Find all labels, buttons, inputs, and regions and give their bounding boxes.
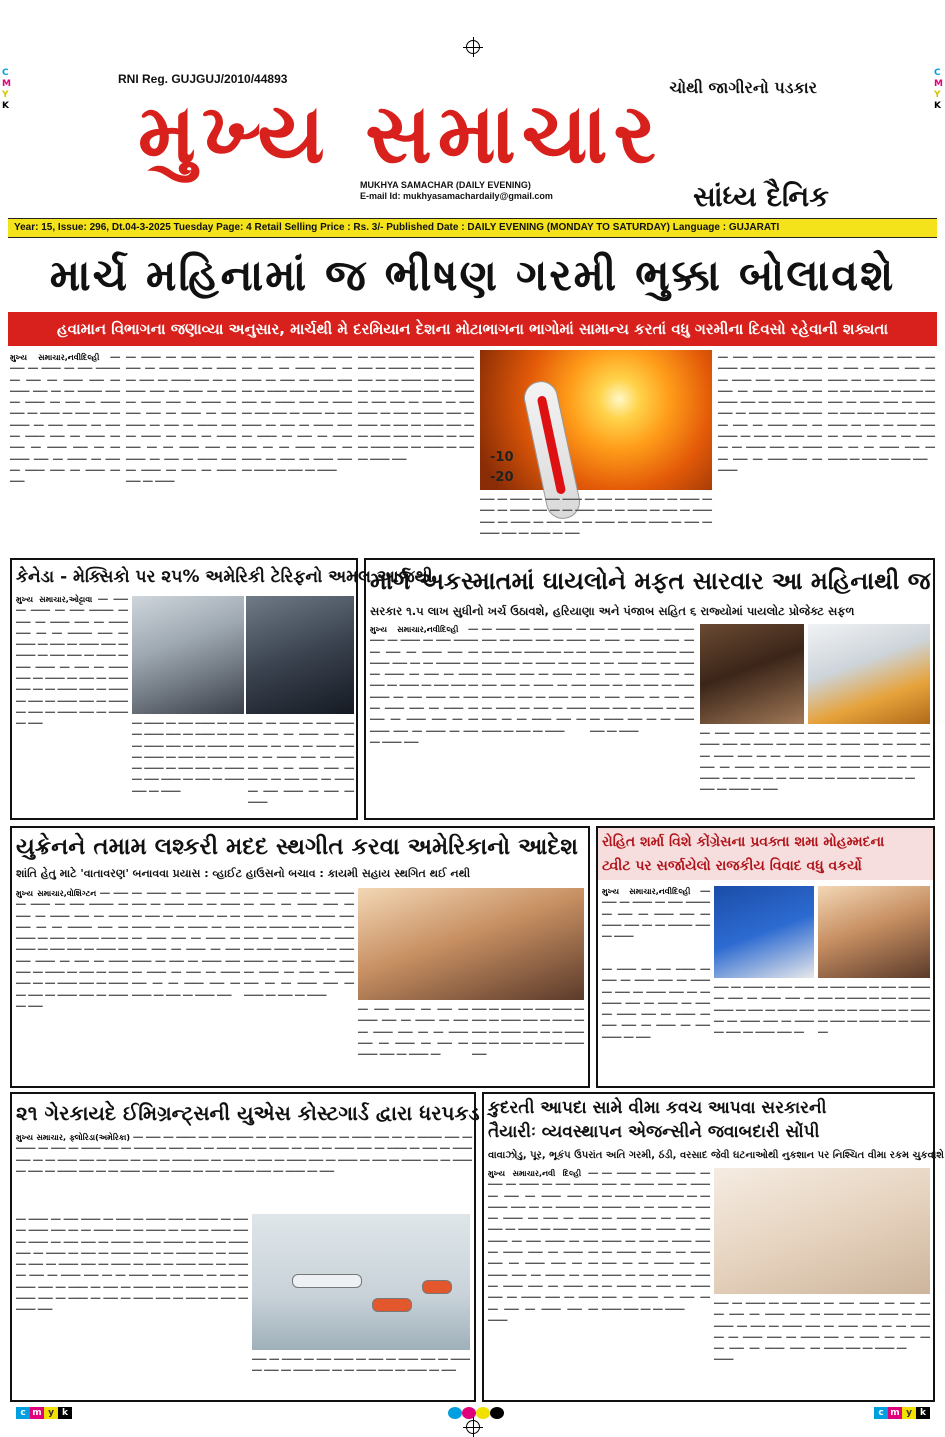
rohit-column-1: મુખ્ય સમાચાર,નવીદિલ્હી ━━ ━━━ ━━ ━━━━ ━━ ━━━ ━━━━━ ━━ ━━━ ━━ ━━━━ ━━━ ━━ ━━━━ ━━━ ━━ ━━ ━━━━━ ━━━ ━━ ━━━━: [602, 887, 710, 942]
insurance-headline-line2: તૈયારીઃ વ્યવસ્થાપન એજન્સીને જવાબદારી સોંપી: [488, 1122, 820, 1142]
rohit-column-2: ━━ ━━━━ ━━ ━━━ ━━━━ ━━ ━━━ ━━ ━━━━ ━━━ ━━ ━━━━ ━━ ━━━ ━━ ━━━━ ━━━ ━━ ━━ ━━━━ ━━━ ━━ ━━━━ ━━ ━━━ ━━ ━━━━ ━━━ ━━ ━━━━ ━━ ━━━ ━━━ ━━ ━━━━ ━━ ━━━ ━━━━ ━━ ━━━: [602, 965, 710, 1042]
lead-column-1: મુખ્ય સમાચાર,નવીદિલ્હી ━━ ━━━ ━━ ━━━━ ━━ ━━━ ━━━━━ ━━ ━━━ ━━ ━━━━ ━━━ ━━ ━━━━ ━━━ ━━ ━━ ━━━━━ ━━━ ━━ ━━━━ ━━ ━━━ ━━ ━━━━ ━━━ ━━ ━━━━ ━━ ━━━ ━━━ ━━ ━━━━ ━━ ━━━ ━━━━ ━━ ━━━ ━━ ━━━━ ━━━ ━━ ━━━━ ━━ ━━━ ━━ ━━━━ ━━━ ━━ ━━ ━━━━ ━━━ ━━ ━━━━ ━━ ━━━ ━━ ━━━━ ━━━ ━━ ━━━━ ━━ ━━━: [10, 353, 120, 487]
insurance-photo: [714, 1168, 930, 1294]
registration-mark-top: [466, 40, 480, 54]
insurance-column-1: મુખ્ય સમાચાર,નવી દિલ્હી ━━ ━━━ ━━ ━━━━ ━━ ━━━ ━━━━━ ━━ ━━━ ━━ ━━━━ ━━━ ━━ ━━━━ ━━━ ━━ ━━ ━━━━━ ━━━ ━━ ━━━━ ━━ ━━━ ━━ ━━━━ ━━━ ━━ ━━━━ ━━ ━━━ ━━━ ━━ ━━━━ ━━ ━━━ ━━━━ ━━ ━━━ ━━ ━━━━ ━━━ ━━ ━━━━ ━━ ━━━ ━━ ━━━━ ━━━ ━━ ━━ ━━━━ ━━━ ━━ ━━━━ ━━ ━━━ ━━ ━━━━ ━━━ ━━ ━━━━ ━━ ━━━ ━━ ━━━━ ━━━ ━━ ━━━━ ━━ ━━━ ━━ ━━━━ ━━━ ━━ ━━━━: [488, 1169, 598, 1325]
masthead: [8, 68, 937, 218]
insurance-column-4: ━━ ━━━ ━━━━ ━━ ━━━ ━━ ━━━━ ━━━ ━━ ━━━━ ━━ ━━━ ━━ ━━━━ ━━━ ━━ ━━ ━━━━ ━━━ ━━ ━━━━ ━━ ━━━ ━━ ━━━━ ━━━ ━━ ━━━━ ━━: [824, 1299, 930, 1354]
coastguard-dateline: મુખ્ય સમાચાર, ફ્લોરિડા(અમેરિકા): [16, 1133, 131, 1142]
ukraine-headline: યુક્રેનને તમામ લશ્કરી મદદ સ્થગીત કરવા અમેરિકાનો આદેશ: [16, 834, 578, 860]
evening-edition-label: સાંધ્ય દૈનિક: [693, 180, 829, 213]
thermo-label-1: -10: [490, 450, 514, 465]
ukraine-column-4: ━━ ━━━ ━━━━ ━━ ━━━ ━━ ━━━━ ━━━ ━━ ━━━━ ━━ ━━━ ━━ ━━━━ ━━━ ━━ ━━ ━━━━ ━━━ ━━ ━━━━ ━━ ━━━ ━━ ━━━━ ━━━ ━━ ━━━━ ━━: [358, 1005, 468, 1060]
ukraine-column-1: મુખ્ય સમાચાર,વોશિંગ્ટન ━━ ━━━ ━━ ━━━━ ━━ ━━━ ━━━━━ ━━ ━━━ ━━ ━━━━ ━━━ ━━ ━━━━ ━━━ ━━ ━━ ━━━━━ ━━━ ━━ ━━━━ ━━ ━━━ ━━ ━━━━ ━━━ ━━ ━━━━ ━━ ━━━ ━━━ ━━ ━━━━ ━━ ━━━ ━━━━ ━━ ━━━ ━━ ━━━━ ━━━ ━━ ━━━━ ━━ ━━━ ━━ ━━━━ ━━━ ━━ ━━ ━━━━ ━━━ ━━ ━━━━ ━━ ━━━ ━━ ━━━━ ━━━ ━━ ━━━━ ━━ ━━━: [16, 889, 129, 1011]
insurance-dateline: મુખ્ય સમાચાર,નવી દિલ્હી: [488, 1169, 582, 1178]
cmyk-strip-center: [448, 1407, 504, 1419]
masthead-email: E-mail Id: mukhyasamachardaily@gmail.com: [360, 191, 553, 201]
canada-column-3: ━━━ ━━ ━━━━ ━━ ━━━ ━━━━ ━━ ━━━ ━━ ━━━━ ━━━ ━━ ━━━━ ━━ ━━━ ━━ ━━━━ ━━━ ━━ ━━ ━━━━ ━━━ ━━ ━━━━ ━━ ━━━ ━━ ━━━━ ━━━ ━━ ━━━━ ━━ ━━━ ━━━ ━━ ━━━━ ━━ ━━━ ━━━━ ━━ ━━━ ━━ ━━━━: [248, 719, 354, 808]
lead-column-5: ━━━ ━━ ━━━━ ━━ ━━━ ━━━━ ━━ ━━━ ━━ ━━━━ ━━━ ━━ ━━━━ ━━ ━━━ ━━ ━━━━ ━━━ ━━ ━━ ━━━━ ━━━ ━━ ━━━━ ━━ ━━━ ━━ ━━━━ ━━━ ━━ ━━━━ ━━ ━━━ ━━━ ━━ ━━━━ ━━ ━━━ ━━━━ ━━ ━━━ ━━ ━━━━ ━━━ ━━ ━━━━ ━━ ━━━: [480, 495, 712, 538]
canada-dateline: મુખ્ય સમાચાર,ઓટ્ટાવા: [16, 595, 93, 604]
masthead-subline-name: MUKHYA SAMACHAR (DAILY EVENING): [360, 180, 531, 190]
trudeau-photo: [132, 596, 244, 714]
rohit-headline-line1: રોહિત શર્મા વિશે કોંગ્રેસના પ્રવક્તા શમા મોહમ્મદના: [602, 834, 885, 850]
trump-photo: [246, 596, 354, 714]
coastguard-intro: મુખ્ય સમાચાર, ફ્લોરિડા(અમેરિકા) ━━ ━━━ ━━ ━━━━ ━━ ━━━ ━━━━━ ━━ ━━━ ━━ ━━━━ ━━━ ━━ ━━━━ ━━━ ━━ ━━ ━━━━━ ━━━ ━━ ━━━━ ━━ ━━━ ━━ ━━━━ ━━━ ━━ ━━━━ ━━ ━━━ ━━━ ━━ ━━━━ ━━ ━━━ ━━━━ ━━ ━━━ ━━ ━━━━ ━━━ ━━ ━━━━ ━━ ━━━ ━━ ━━━━ ━━━ ━━ ━━ ━━━━ ━━━ ━━ ━━━━ ━━ ━━━ ━━ ━━━━ ━━━ ━━ ━━━━ ━━ ━━━ ━━ ━━━━ ━━━ ━━ ━━━━ ━━ ━━━ ━━ ━━━━ ━━━ ━━ ━━━━ ━━ ━━━ ━━ ━━━━ ━━━ ━━ ━━ ━━━━ ━━━ ━━ ━━━━ ━━ ━━━ ━━ ━━━━ ━━━ ━━ ━━━━ ━━ ━━━: [16, 1133, 473, 1176]
insurance-headline-line1: કુદરતી આપદા સામે વીમા કવચ આપવા સરકારની: [488, 1098, 827, 1118]
accident-column-4: ━━ ━━━ ━━━━ ━━ ━━━ ━━ ━━━━ ━━━ ━━ ━━━━ ━━ ━━━ ━━ ━━━━ ━━━ ━━ ━━ ━━━━ ━━━ ━━ ━━━━ ━━ ━━━ ━━ ━━━━ ━━━ ━━ ━━━━ ━━ ━━━ ━━━ ━━ ━━━━ ━━ ━━━: [700, 729, 804, 795]
boat-shape-3: [422, 1280, 452, 1294]
lead-column-2: ━━ ━━━━ ━━ ━━━ ━━━━ ━━ ━━━ ━━ ━━━━ ━━━ ━━ ━━━━ ━━ ━━━ ━━ ━━━━ ━━━ ━━ ━━ ━━━━ ━━━ ━━ ━━━━ ━━ ━━━ ━━ ━━━━ ━━━ ━━ ━━━━ ━━ ━━━ ━━━ ━━ ━━━━ ━━ ━━━ ━━━━ ━━ ━━━ ━━ ━━━━ ━━━ ━━ ━━━━ ━━ ━━━ ━━ ━━━━ ━━━ ━━ ━━ ━━━━ ━━━ ━━ ━━━━ ━━ ━━━ ━━ ━━━━ ━━━ ━━ ━━━━ ━━ ━━━ ━━ ━━━━ ━━━ ━━ ━━━━: [126, 353, 236, 487]
accident-column-2: ━━ ━━━━ ━━ ━━━ ━━━━ ━━ ━━━ ━━ ━━━━ ━━━ ━━ ━━━━ ━━ ━━━ ━━ ━━━━ ━━━ ━━ ━━ ━━━━ ━━━ ━━ ━━━━ ━━ ━━━ ━━ ━━━━ ━━━ ━━ ━━━━ ━━ ━━━ ━━━ ━━ ━━━━ ━━ ━━━ ━━━━ ━━ ━━━ ━━ ━━━━ ━━━ ━━ ━━━━ ━━ ━━━ ━━ ━━━━ ━━━ ━━ ━━ ━━━━ ━━━ ━━ ━━━━ ━━ ━━━ ━━ ━━━━: [482, 625, 586, 736]
heatwave-photo: [480, 350, 712, 490]
lead-headline: માર્ચ મહિનામાં જ ભીષણ ગરમી ભુક્કા બોલાવશે: [49, 251, 896, 301]
cmyk-strip-left: c m y k: [16, 1407, 72, 1419]
lead-column-3: ━━━ ━━ ━━━━ ━━ ━━━ ━━━━ ━━ ━━━ ━━ ━━━━ ━━━ ━━ ━━━━ ━━ ━━━ ━━ ━━━━ ━━━ ━━ ━━ ━━━━ ━━━ ━━ ━━━━ ━━ ━━━ ━━ ━━━━ ━━━ ━━ ━━━━ ━━ ━━━ ━━━ ━━ ━━━━ ━━ ━━━ ━━━━ ━━ ━━━ ━━ ━━━━ ━━━ ━━ ━━━━ ━━ ━━━ ━━ ━━━━ ━━━ ━━ ━━ ━━━━ ━━━ ━━ ━━━━ ━━ ━━━ ━━ ━━━━ ━━━ ━━ ━━━━ ━━ ━━━ ━━ ━━━━: [242, 353, 352, 475]
accident-photo: [700, 624, 804, 724]
coastguard-boats-photo: [252, 1214, 470, 1350]
accident-subheadline: સરકાર ૧.૫ લાખ સુધીનો ખર્ચ ઉઠાવશે, હરિયાણા અને પંજાબ સહિત ૬ રાજ્યોમાં પાયલોટ પ્રોજેક્ટ સફળ: [370, 604, 855, 618]
insurance-subheadline: વાવાઝોડુ, પૂર, ભૂકંપ ઉપરાંત અતિ ગરમી, ઠંડી, વરસાદ જેવી ઘટનાઓથી નુકશાન પર નિશ્ચિત વીમા રકમ ચુકવાશે: [488, 1150, 944, 1161]
coastguard-headline: ૨૧ ગેરકાયદે ઈમિગ્રન્ટ્સની યુએસ કોસ્ટગાર્ડ દ્વારા ધરપકડ: [16, 1101, 480, 1125]
insurance-column-3: ━━━ ━━ ━━━━ ━━ ━━━ ━━━━ ━━ ━━━ ━━ ━━━━ ━━━ ━━ ━━━━ ━━ ━━━ ━━ ━━━━ ━━━ ━━ ━━ ━━━━ ━━━ ━━ ━━━━ ━━ ━━━ ━━ ━━━━ ━━━ ━━ ━━━━: [714, 1299, 820, 1365]
accident-column-1: મુખ્ય સમાચાર,નવીદિલ્હી ━━ ━━━ ━━ ━━━━ ━━ ━━━ ━━━━━ ━━ ━━━ ━━ ━━━━ ━━━ ━━ ━━━━ ━━━ ━━ ━━ ━━━━━ ━━━ ━━ ━━━━ ━━ ━━━ ━━ ━━━━ ━━━ ━━ ━━━━ ━━ ━━━ ━━━ ━━ ━━━━ ━━ ━━━ ━━━━ ━━ ━━━ ━━ ━━━━ ━━━ ━━ ━━━━ ━━ ━━━ ━━ ━━━━ ━━━ ━━ ━━ ━━━━ ━━━ ━━ ━━━━ ━━ ━━━ ━━ ━━━━ ━━━: [370, 625, 478, 747]
shama-mohamed-photo: [818, 886, 930, 978]
rni-number: RNI Reg. GUJGUJ/2010/44893: [118, 72, 288, 86]
rohit-dateline: મુખ્ય સમાચાર,નવીદિલ્હી: [602, 887, 691, 896]
accident-dateline: મુખ્ય સમાચાર,નવીદિલ્હી: [370, 625, 459, 634]
cmyk-marks-right: C M Y K: [934, 68, 943, 111]
masthead-subline: [360, 180, 553, 202]
gadkari-photo: [808, 624, 930, 724]
canada-column-2: ━━ ━━━━ ━━ ━━━ ━━━━ ━━ ━━━ ━━ ━━━━ ━━━ ━━ ━━━━ ━━ ━━━ ━━ ━━━━ ━━━ ━━ ━━ ━━━━ ━━━ ━━ ━━━━ ━━ ━━━ ━━ ━━━━ ━━━ ━━ ━━━━ ━━ ━━━ ━━━ ━━ ━━━━ ━━ ━━━ ━━━━ ━━ ━━━ ━━ ━━━━ ━━━ ━━ ━━━━: [132, 719, 244, 796]
coastguard-column-2: ━━━ ━━ ━━━━ ━━ ━━━ ━━━━ ━━ ━━━ ━━ ━━━━ ━━━ ━━ ━━━━ ━━ ━━━ ━━ ━━━━ ━━━ ━━ ━━ ━━━━ ━━━ ━━ ━━━━ ━━ ━━━: [252, 1355, 470, 1376]
newspaper-page: [2, 8, 944, 1423]
ukraine-column-3: ━━━ ━━ ━━━━ ━━ ━━━ ━━━━ ━━ ━━━ ━━ ━━━━ ━━━ ━━ ━━━━ ━━ ━━━ ━━ ━━━━ ━━━ ━━ ━━ ━━━━ ━━━ ━━ ━━━━ ━━ ━━━ ━━ ━━━━ ━━━ ━━ ━━━━ ━━ ━━━ ━━━ ━━ ━━━━ ━━ ━━━ ━━━━ ━━ ━━━ ━━ ━━━━ ━━━ ━━ ━━━━ ━━ ━━━ ━━ ━━━━ ━━━ ━━ ━━ ━━━━ ━━━ ━━ ━━━━ ━━ ━━━ ━━ ━━━━: [244, 889, 354, 1000]
issue-info-bar: Year: 15, Issue: 296, Dt.04-3-2025 Tuesday Page: 4 Retail Selling Price : Rs. 3/- Published Date : DAILY EVENING (MONDAY TO SATURDAY) Language : GUJARATI: [8, 218, 937, 238]
ukraine-column-5: ━━━ ━━ ━━━━ ━━ ━━━ ━━━━ ━━ ━━━ ━━ ━━━━ ━━━ ━━ ━━━━ ━━ ━━━ ━━ ━━━━ ━━━ ━━ ━━ ━━━━ ━━━ ━━ ━━━━ ━━ ━━━ ━━ ━━━━ ━━━: [472, 1005, 584, 1060]
accident-column-3: ━━━ ━━ ━━━━ ━━ ━━━ ━━━━ ━━ ━━━ ━━ ━━━━ ━━━ ━━ ━━━━ ━━ ━━━ ━━ ━━━━ ━━━ ━━ ━━ ━━━━ ━━━ ━━ ━━━━ ━━ ━━━ ━━ ━━━━ ━━━ ━━ ━━━━ ━━ ━━━ ━━━ ━━ ━━━━ ━━ ━━━ ━━━━ ━━ ━━━ ━━ ━━━━ ━━━ ━━ ━━━━ ━━ ━━━ ━━ ━━━━ ━━━ ━━ ━━ ━━━━ ━━━ ━━ ━━━━: [590, 625, 694, 736]
thermo-label-2: -20: [490, 470, 514, 485]
insurance-column-2: ━━ ━━━━ ━━ ━━━ ━━━━ ━━ ━━━ ━━ ━━━━ ━━━ ━━ ━━━━ ━━ ━━━ ━━ ━━━━ ━━━ ━━ ━━ ━━━━ ━━━ ━━ ━━━━ ━━ ━━━ ━━ ━━━━ ━━━ ━━ ━━━━ ━━ ━━━ ━━━ ━━ ━━━━ ━━ ━━━ ━━━━ ━━ ━━━ ━━ ━━━━ ━━━ ━━ ━━━━ ━━ ━━━ ━━ ━━━━ ━━━ ━━ ━━ ━━━━ ━━━ ━━ ━━━━ ━━ ━━━ ━━ ━━━━ ━━━ ━━ ━━━━ ━━ ━━━ ━━ ━━━━ ━━━ ━━ ━━━━ ━━ ━━━ ━━ ━━━━ ━━━ ━━ ━━ ━━━━: [602, 1169, 710, 1314]
lead-subheadline: હવામાન વિભાગના જણાવ્યા અનુસાર, માર્ચથી મે દરમિયાન દેશના મોટાભાગના ભાગોમાં સામાન્ય કરતાં વધુ ગરમીના દિવસો રહેવાની શક્યતા: [8, 312, 937, 346]
cmyk-marks-left: C M Y K: [2, 68, 11, 111]
paper-title: મુખ્ય સમાચાર: [138, 87, 662, 182]
registration-mark-bottom: [466, 1420, 480, 1434]
zelensky-trump-photo: [358, 888, 584, 1000]
lead-dateline: મુખ્ય સમાચાર,નવીદિલ્હી: [10, 353, 100, 362]
ukraine-dateline: મુખ્ય સમાચાર,વોશિંગ્ટન: [16, 889, 97, 898]
lead-column-4: ━━ ━━━ ━━━━ ━━ ━━━ ━━ ━━━━ ━━━ ━━ ━━━━ ━━ ━━━ ━━ ━━━━ ━━━ ━━ ━━ ━━━━ ━━━ ━━ ━━━━ ━━ ━━━ ━━ ━━━━ ━━━ ━━ ━━━━ ━━ ━━━ ━━━ ━━ ━━━━ ━━ ━━━ ━━━━ ━━ ━━━ ━━ ━━━━ ━━━ ━━ ━━━━ ━━ ━━━ ━━ ━━━━ ━━━ ━━ ━━ ━━━━ ━━━ ━━ ━━━━ ━━ ━━━ ━━ ━━━━ ━━━ ━━ ━━━━ ━━ ━━━ ━━ ━━━━ ━━━: [358, 353, 474, 464]
boat-shape-1: [292, 1274, 362, 1288]
canada-headline: કેનેડા - મેક્સિકો પર ૨૫% અમેરિકી ટેરિફનો અમલ આજથી: [16, 567, 433, 587]
rohit-column-3: ━━━ ━━ ━━━━ ━━ ━━━ ━━━━ ━━ ━━━ ━━ ━━━━ ━━━ ━━ ━━━━ ━━ ━━━ ━━ ━━━━ ━━━ ━━ ━━ ━━━━ ━━━ ━━ ━━━━ ━━ ━━━ ━━ ━━━━ ━━━ ━━: [714, 983, 814, 1038]
boat-shape-2: [372, 1298, 412, 1312]
rohit-column-4: ━━ ━━━ ━━━━ ━━ ━━━ ━━ ━━━━ ━━━ ━━ ━━━━ ━━ ━━━ ━━ ━━━━ ━━━ ━━ ━━ ━━━━ ━━━ ━━ ━━━━ ━━ ━━━ ━━ ━━━━ ━━━ ━━ ━━━━ ━━: [818, 983, 930, 1038]
rohit-sharma-photo: [714, 886, 814, 978]
ukraine-column-2: ━━ ━━━━ ━━ ━━━ ━━━━ ━━ ━━━ ━━ ━━━━ ━━━ ━━ ━━━━ ━━ ━━━ ━━ ━━━━ ━━━ ━━ ━━ ━━━━ ━━━ ━━ ━━━━ ━━ ━━━ ━━ ━━━━ ━━━ ━━ ━━━━ ━━ ━━━ ━━━ ━━ ━━━━ ━━ ━━━ ━━━━ ━━ ━━━ ━━ ━━━━ ━━━ ━━ ━━━━ ━━ ━━━ ━━ ━━━━ ━━━ ━━ ━━ ━━━━ ━━━ ━━ ━━━━ ━━ ━━━ ━━ ━━━━ ━━━: [132, 889, 240, 1000]
accident-headline: માર્ગ અકસ્માતમાં ઘાયલોને મફત સારવાર આ મહિનાથી જ: [370, 567, 931, 595]
lead-column-6: ━━ ━━━ ━━━━ ━━ ━━━ ━━ ━━━━ ━━━ ━━ ━━━━ ━━ ━━━ ━━ ━━━━ ━━━ ━━ ━━ ━━━━ ━━━ ━━ ━━━━ ━━ ━━━ ━━ ━━━━ ━━━ ━━ ━━━━ ━━ ━━━ ━━━ ━━ ━━━━ ━━ ━━━ ━━━━ ━━ ━━━ ━━ ━━━━ ━━━ ━━ ━━━━ ━━ ━━━ ━━ ━━━━ ━━━ ━━ ━━ ━━━━ ━━━ ━━ ━━━━ ━━ ━━━ ━━ ━━━━ ━━━ ━━ ━━━━: [718, 353, 822, 475]
accident-column-5: ━━━ ━━ ━━━━ ━━ ━━━ ━━━━ ━━ ━━━ ━━ ━━━━ ━━━ ━━ ━━━━ ━━ ━━━ ━━ ━━━━ ━━━ ━━ ━━ ━━━━ ━━━ ━━ ━━━━ ━━ ━━━ ━━ ━━━━ ━━━ ━━ ━━━━ ━━ ━━━ ━━━ ━━: [808, 729, 930, 784]
coastguard-column-1: ━━ ━━━━ ━━ ━━━ ━━━━ ━━ ━━━ ━━ ━━━━ ━━━ ━━ ━━━━ ━━ ━━━ ━━ ━━━━ ━━━ ━━ ━━ ━━━━ ━━━ ━━ ━━━━ ━━ ━━━ ━━ ━━━━ ━━━ ━━ ━━━━ ━━ ━━━ ━━━ ━━ ━━━━ ━━ ━━━ ━━━━ ━━ ━━━ ━━ ━━━━ ━━━ ━━ ━━━━ ━━ ━━━ ━━ ━━━━ ━━━ ━━ ━━ ━━━━ ━━━ ━━ ━━━━ ━━ ━━━ ━━ ━━━━ ━━━ ━━ ━━━━ ━━ ━━━ ━━ ━━━━ ━━━ ━━ ━━━━ ━━ ━━━ ━━ ━━━━ ━━━ ━━ ━━ ━━━━ ━━━ ━━ ━━━━ ━━ ━━━ ━━ ━━━━ ━━━ ━━ ━━━━ ━━ ━━━ ━━ ━━━━ ━━━ ━━ ━━━━ ━━ ━━━ ━━ ━━━━ ━━━ ━━ ━━━━ ━━ ━━━ ━━ ━━━━ ━━━ ━━ ━━━━ ━━ ━━━ ━━ ━━━━ ━━━: [16, 1215, 248, 1315]
rohit-headline-line2: ટ્વીટ પર સર્જાયેલો રાજકીય વિવાદ વધુ વકર્યો: [602, 858, 862, 874]
cmyk-strip-right: c m y k: [874, 1407, 930, 1419]
ukraine-subheadline: શાંતિ હેતુ માટે 'વાતાવરણ' બનાવવા પ્રયાસ : વ્હાઈટ હાઉસનો બચાવ : કાયમી સહાય સ્થગિત થઈ નથી: [16, 867, 471, 880]
masthead-tagline: ચોથી જાગીરનો પડકાર: [669, 78, 817, 97]
lead-column-7: ━━━ ━━ ━━━━ ━━ ━━━ ━━━━ ━━ ━━━ ━━ ━━━━ ━━━ ━━ ━━━━ ━━ ━━━ ━━ ━━━━ ━━━ ━━ ━━ ━━━━ ━━━ ━━ ━━━━ ━━ ━━━ ━━ ━━━━ ━━━ ━━ ━━━━ ━━ ━━━ ━━━ ━━ ━━━━ ━━ ━━━ ━━━━ ━━ ━━━ ━━ ━━━━ ━━━ ━━ ━━━━ ━━ ━━━ ━━ ━━━━ ━━━ ━━ ━━ ━━━━ ━━━ ━━ ━━━━ ━━ ━━━ ━━ ━━━━ ━━━: [828, 353, 935, 464]
canada-column-1: મુખ્ય સમાચાર,ઓટ્ટાવા ━━ ━━━ ━━ ━━━━ ━━ ━━━ ━━━━━ ━━ ━━━ ━━ ━━━━ ━━━ ━━ ━━━━ ━━━ ━━ ━━ ━━━━━ ━━━ ━━ ━━━━ ━━ ━━━ ━━ ━━━━ ━━━ ━━ ━━━━ ━━ ━━━ ━━━ ━━ ━━━━ ━━ ━━━ ━━━━ ━━ ━━━ ━━ ━━━━ ━━━ ━━ ━━━━ ━━ ━━━ ━━ ━━━━ ━━━ ━━ ━━ ━━━━ ━━━ ━━ ━━━━ ━━ ━━━ ━━ ━━━━ ━━━ ━━ ━━━━ ━━ ━━━ ━━ ━━━━ ━━━ ━━ ━━━━ ━━ ━━━: [16, 595, 128, 729]
